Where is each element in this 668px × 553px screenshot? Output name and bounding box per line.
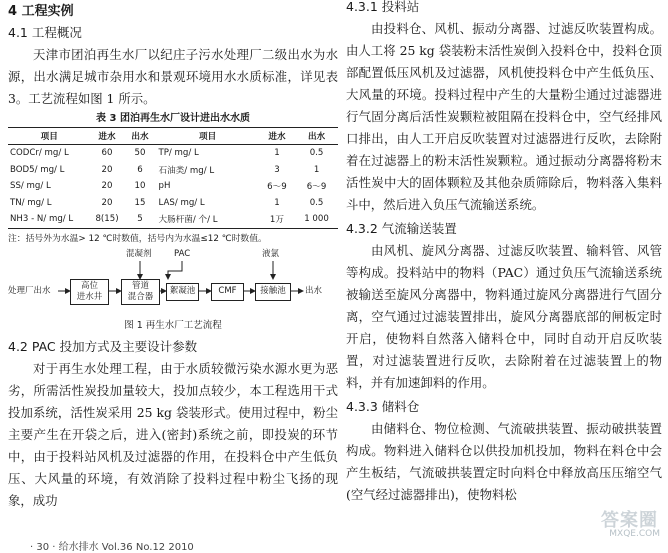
- subsection-heading-4-1: 4.1 工程概况: [8, 25, 82, 40]
- flow-source-label: 处理厂出水: [8, 285, 51, 296]
- table-cell: 6: [137, 164, 143, 175]
- page-footer: · 30 · 给水排水 Vol.36 No.12 2010: [30, 542, 194, 553]
- dosing-label-coagulant: 混凝剂: [126, 248, 152, 259]
- subsection-heading-4-3-2: 4.3.2 气流输送装置: [346, 221, 457, 236]
- table-cell: NH3 - N/ mg/ L: [8, 211, 91, 228]
- paragraph-4-2: 对于再生水处理工程，由于水质较微污染水源水更为恶劣，所需活性炭投加量较大，投加点较少，本工程选用干式投加系统，活性炭采用 25 kg 袋装形式。使用过程中，粉尘主要产生在开袋之后，进入(密封)系统之前，即投炭的环节中，由于投料站风机及过滤器的作用，在投料仓中产生低负压、大风量的环境，有效消除了投料过程中粉尘飞扬的现象，成功: [8, 360, 338, 508]
- flow-box-flocculation: 絮凝池: [166, 283, 199, 301]
- table-header: 进水: [91, 128, 124, 145]
- table-cell: 6～9: [306, 182, 327, 193]
- table-cell: 1 000: [295, 211, 338, 228]
- subsection-heading-4-3-1: 4.3.1 投料站: [346, 0, 420, 14]
- table-header: 进水: [259, 128, 295, 145]
- paragraph-4-3-1: 由投料仓、风机、振动分离器、过滤反吹装置构成。由人工将 25 kg 袋装粉末活性炭倒入投料仓中，投料仓顶部配置低压风机及过滤器，风机使投料仓中产生低负压、大风量的环境。投料过程中产生的大量粉尘通过过滤器进行气固分离后活性炭颗粒被阻隔在投料仓中，空气经排风口排出，由人工开启反吹装置对过滤器进行反吹，去除附着在过滤器上的粉末活性炭颗粒。通过振动分离器将粉末活性炭中大的固体颗粒及其他杂质筛除后，物料落入集料斗中，然后进入负压气流输送系统。: [346, 21, 662, 212]
- table-cell: 60: [101, 148, 113, 159]
- table-row: [8, 211, 338, 228]
- water-quality-table: [8, 127, 338, 229]
- dosing-label-chlorine: 液氯: [262, 248, 280, 259]
- table-cell: CODCr/ mg/ L: [10, 148, 69, 159]
- subsection-heading-4-3-3: 4.3.3 储料仓: [346, 399, 420, 414]
- flow-box-cmf: CMF: [211, 283, 244, 301]
- table-cell: 20: [101, 181, 113, 192]
- table-cell: pH: [158, 181, 171, 192]
- table-cell: 1: [274, 148, 280, 159]
- table-cell: 5: [124, 211, 157, 228]
- paragraph-4-3-3: 由储料仓、物位检测、气流破拱装置、振动破拱装置构成。物料进入储料仓以供投加机投加，物料在料仓中会产生板结，气流破拱装置定时向料仓中释放高压压缩空气(空气经过滤器排出)，使物料松: [346, 421, 662, 502]
- table-cell: 50: [134, 148, 146, 159]
- table-header: 项目: [157, 128, 259, 145]
- table-cell: 0.5: [309, 197, 324, 208]
- figure-caption: 图 1 再生水厂工艺流程: [124, 319, 222, 331]
- watermark-text: 答案圈: [601, 510, 658, 531]
- flow-output-label: 出水: [305, 285, 323, 296]
- table-row: [8, 145, 338, 162]
- table-caption: 表 3 团泊再生水厂设计进出水水质: [96, 113, 250, 124]
- table-cell: 1万: [259, 211, 295, 228]
- table-cell: 3: [274, 164, 280, 175]
- table-body: [8, 145, 338, 229]
- left-column: [8, 0, 338, 512]
- table-cell: SS/ mg/ L: [10, 181, 51, 192]
- table-cell: 1: [274, 197, 280, 208]
- table-cell: 8(15): [91, 211, 124, 228]
- table-header-row: [8, 128, 338, 145]
- section-heading: 4 工程实例: [8, 4, 74, 19]
- flow-box-contact-tank: 接触池: [255, 283, 291, 301]
- table-row: [8, 195, 338, 212]
- paragraph-4-3-2: 由风机、旋风分离器、过滤反吹装置、输料管、风管等构成。投料站中的物料（PAC）通过负压气流输送系统被输送至旋风分离器中，物料通过旋风分离器进行气固分离，空气通过过滤装置排出，旋风分离器底部的闸板定时开启，使物料自然落入储料仓中，同时自动开启反吹装置，对过滤装置进行反吹，去除附着在过滤装置上的物料，并有加速卸料的作用。: [346, 243, 662, 390]
- table-cell: 大肠杆菌/ 个/ L: [157, 211, 259, 228]
- table-cell: 15: [134, 197, 146, 208]
- watermark-url: MXQE.COM: [609, 529, 660, 539]
- dosing-label-pac: PAC: [174, 248, 191, 259]
- table-cell: TN/ mg/ L: [10, 197, 52, 208]
- table-row: [8, 178, 338, 195]
- table-cell: LAS/ mg/ L: [158, 197, 205, 208]
- flow-box-pipe-mixer: 管道 混合器: [121, 279, 160, 305]
- table-cell: BOD5/ mg/ L: [10, 164, 65, 175]
- table-cell: 1: [313, 164, 320, 175]
- watermark-logo: [544, 502, 664, 546]
- table-cell: TP/ mg/ L: [158, 148, 199, 159]
- table-header: 出水: [124, 128, 157, 145]
- table-cell: 0.5: [309, 148, 324, 159]
- table-note: 注：括号外为水温> 12 ℃时数值，括号内为水温≤12 ℃时数值。: [8, 233, 267, 244]
- table-cell: 20: [101, 164, 113, 175]
- table-row: [8, 162, 338, 179]
- subsection-heading-4-2: 4.2 PAC 投加方式及主要设计参数: [8, 338, 198, 354]
- table-cell: 20: [101, 197, 113, 208]
- right-column: [346, 0, 662, 506]
- table-header: 出水: [295, 128, 338, 145]
- paragraph-4-1: 天津市团泊再生水厂以纪庄子污水处理厂二级出水为水源，出水满足城市杂用水和景观环境用水水质标准，详见表 3。工艺流程如图 1 所示。: [8, 47, 338, 106]
- table-cell: 10: [134, 181, 146, 192]
- table-cell: 6～9: [267, 182, 287, 193]
- flow-box-inlet-well: 高位 进水井: [70, 279, 109, 305]
- process-flow-diagram: [8, 249, 338, 319]
- dosing-arrow: [168, 261, 182, 279]
- table-cell: 石油类/ mg/ L: [158, 165, 215, 176]
- table-header: 项目: [8, 128, 91, 145]
